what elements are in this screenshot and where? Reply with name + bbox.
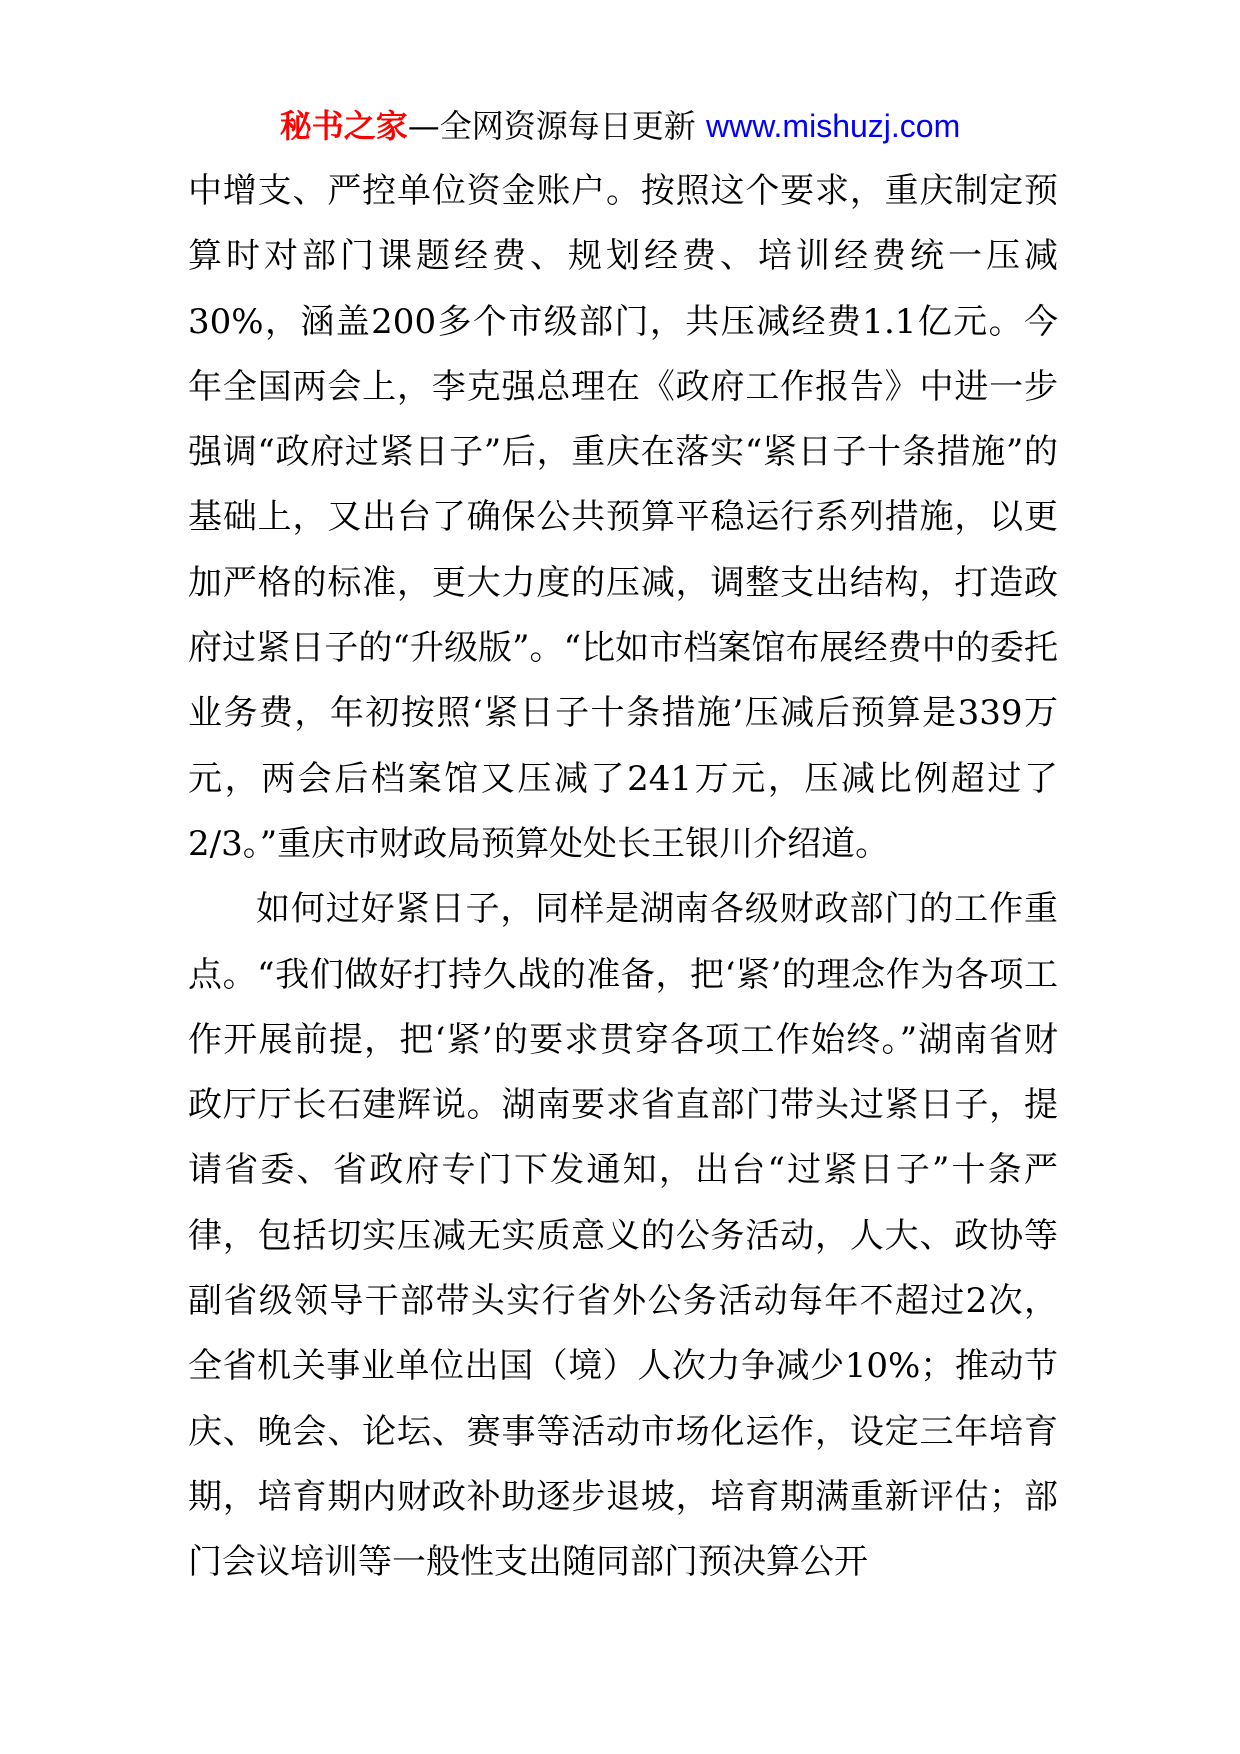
document-body bbox=[188, 159, 1058, 1596]
paragraph-continued: 中增支、严控单位资金账户。按照这个要求，重庆制定预算时对部门课题经费、规划经费、培训经费统一压减30%，涵盖200多个市级部门，共压减经费1.1亿元。今年全国两会上，李克强总理在《政府工作报告》中进一步强调“政府过紧日子”后，重庆在落实“紧日子十条措施”的基础上，又出台了确保公共预算平稳运行系列措施，以更加严格的标准，更大力度的压减，调整支出结构，打造政府过紧日子的“升级版”。“比如市档案馆布展经费中的委托业务费，年初按照‘紧日子十条措施’压减后预算是339万元，两会后档案馆又压减了241万元，压减比例超过了2/3。”重庆市财政局预算处处长王银川介绍道。 bbox=[188, 171, 1058, 864]
header-tagline: —全网资源每日更新 bbox=[407, 107, 696, 145]
paragraph-hunan: 如何过好紧日子，同样是湖南各级财政部门的工作重点。“我们做好打持久战的准备，把‘紧’的理念作为各项工作开展前提，把‘紧’的要求贯穿各项工作始终。”湖南省财政厅厅长石建辉说。湖南要求省直部门带头过紧日子，提请省委、省政府专门下发通知，出台“过紧日子”十条严律，包括切实压减无实质意义的公务活动，人大、政协等副省级领导干部带头实行省外公务活动每年不超过2次，全省机关事业单位出国（境）人次力争减少10%；推动节庆、晚会、论坛、赛事等活动市场化运作，设定三年培育期，培育期内财政补助逐步退坡，培育期满重新评估；部门会议培训等一般性支出随同部门预决算公开 bbox=[188, 889, 1058, 1583]
page-header bbox=[0, 104, 1240, 148]
site-url[interactable]: www.mishuzj.com bbox=[705, 108, 961, 144]
brand-name: 秘书之家 bbox=[279, 107, 408, 145]
